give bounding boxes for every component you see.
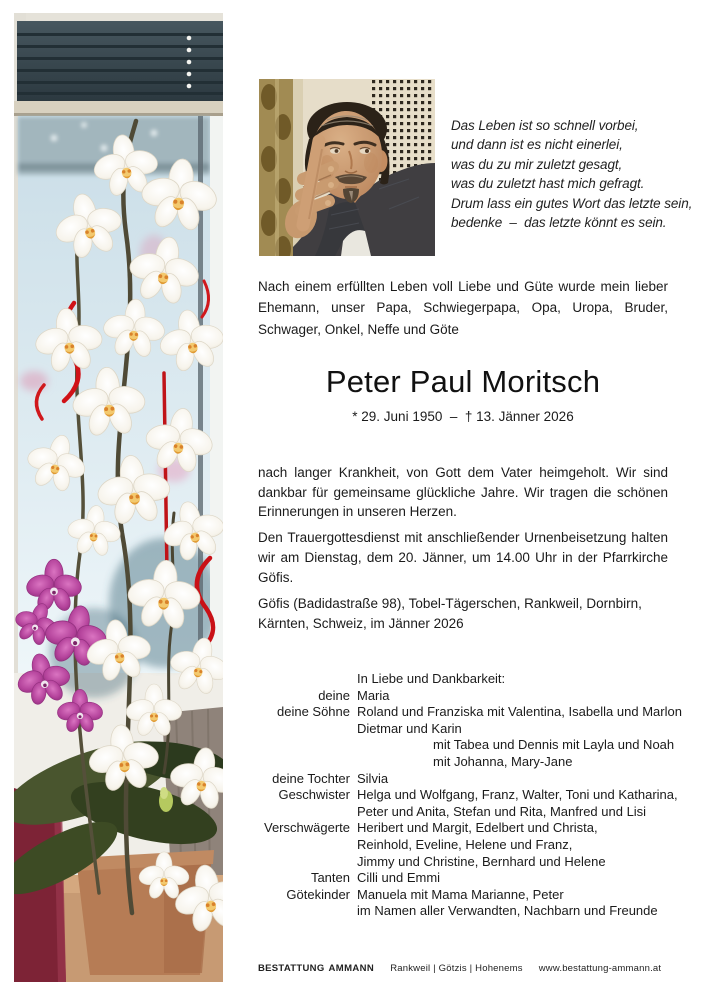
poem-line: was du zuletzt hast mich gefragt. <box>451 176 645 192</box>
funeral-home-brand <box>258 963 374 974</box>
family-names: Maria <box>357 687 390 703</box>
funeral-home-name: AMMANN <box>328 963 375 974</box>
family-row <box>258 771 668 788</box>
family-role-label: deine Tochter <box>272 770 350 786</box>
family-role-label <box>258 854 350 871</box>
poem-line: bedenke – das letzte könnt es sein. <box>451 215 667 231</box>
places-line: Göfis (Badidastraße 98), Tobel-Tägerschen, Rankweil, Dornbirn, Kärnten, Schweiz, im Jänner 2026 <box>258 596 642 631</box>
family-row <box>258 804 668 821</box>
family-row <box>258 820 668 837</box>
family-row <box>258 688 668 705</box>
family-role-label: Geschwister <box>278 787 350 803</box>
family-row <box>258 854 668 871</box>
family-names: Helga und Wolfgang, Franz, Walter, Toni und Katharina, <box>357 787 678 803</box>
life-dates: * 29. Juni 1950 – † 13. Jänner 2026 <box>352 409 574 424</box>
orchid-photo <box>14 13 223 982</box>
family-row <box>258 704 682 721</box>
service-paragraph: Den Trauergottesdienst mit anschließender Urnenbeisetzung halten wir am Dienstag, dem 20. Jänner, um 14.00 Uhr in der Pfarrkirche Göfis. <box>258 530 668 585</box>
family-names: Jimmy und Christine, Bernhard und Helene <box>357 853 606 869</box>
family-row <box>258 754 668 771</box>
intro-paragraph: Nach einem erfüllten Leben voll Liebe und Güte wurde mein lieber Ehemann, unser Papa, Schwiegerpapa, Opa, Uropa, Bruder, Schwager, Onkel, Neffe und Göte <box>258 279 668 337</box>
deceased-name: Peter Paul Moritsch <box>325 364 601 399</box>
family-heading: In Liebe und Dankbarkeit: <box>357 671 506 686</box>
poem-line: Das Leben ist so schnell vorbei, <box>451 118 639 133</box>
family-role-label: Tanten <box>310 870 350 886</box>
family-role-label <box>258 721 350 738</box>
memorial-poem <box>451 116 692 232</box>
family-role-label: deine <box>318 687 350 703</box>
family-role-label <box>258 737 350 754</box>
poem-line: was du zu mir zuletzt gesagt, <box>451 156 623 172</box>
poem-line: und dann ist es nicht einerlei, <box>451 137 623 153</box>
family-role-label: Verschwägerte <box>264 820 350 836</box>
family-role-label <box>258 837 350 854</box>
funeral-home-prefix: BESTATTUNG <box>258 963 325 974</box>
funeral-home-locations: Rankweil | Götzis | Hohenems <box>390 963 523 974</box>
funeral-home-footer <box>258 963 668 974</box>
family-role-label <box>258 804 350 821</box>
family-names: Reinhold, Eveline, Helene und Franz, <box>357 836 573 852</box>
family-row <box>258 737 675 754</box>
family-names: Cilli und Emmi <box>357 870 441 886</box>
family-names: Silvia <box>357 770 389 786</box>
poem-line: Drum lass ein gutes Wort das letzte sein, <box>451 195 693 211</box>
family-names: im Namen aller Verwandten, Nachbarn und Freunde <box>357 903 658 919</box>
family-names: Manuela mit Mama Marianne, Peter <box>357 886 564 902</box>
family-role-label <box>258 903 350 920</box>
family-names: Heribert und Margit, Edelbert und Christa, <box>357 820 598 836</box>
family-row <box>258 721 668 738</box>
text-column <box>258 0 693 1000</box>
family-role-label: deine Söhne <box>276 704 350 720</box>
family-row <box>258 870 668 887</box>
family-row <box>258 887 668 904</box>
family-names: Dietmar und Karin <box>357 720 462 736</box>
family-names: mit Tabea und Dennis mit Layla und Noah <box>433 737 675 753</box>
funeral-home-website: www.bestattung-ammann.at <box>538 963 662 974</box>
portrait-photo <box>259 79 435 256</box>
family-names: Roland und Franziska mit Valentina, Isabella und Marlon <box>357 704 682 720</box>
family-role-label <box>258 754 350 771</box>
family-row <box>258 787 678 804</box>
passing-paragraph: nach langer Krankheit, von Gott dem Vater heimgeholt. Wir sind dankbar für gemeinsame glückliche Jahre. Wir tragen die schönen Erinnerungen in unseren Herzen. <box>258 465 668 520</box>
family-row <box>258 837 668 854</box>
family-names: mit Johanna, Mary-Jane <box>433 753 573 769</box>
family-role-label: Götekinder <box>286 886 350 902</box>
family-names: Peter und Anita, Stefan und Rita, Manfred und Lisi <box>357 803 647 819</box>
family-section <box>258 671 682 920</box>
family-row <box>258 903 668 920</box>
